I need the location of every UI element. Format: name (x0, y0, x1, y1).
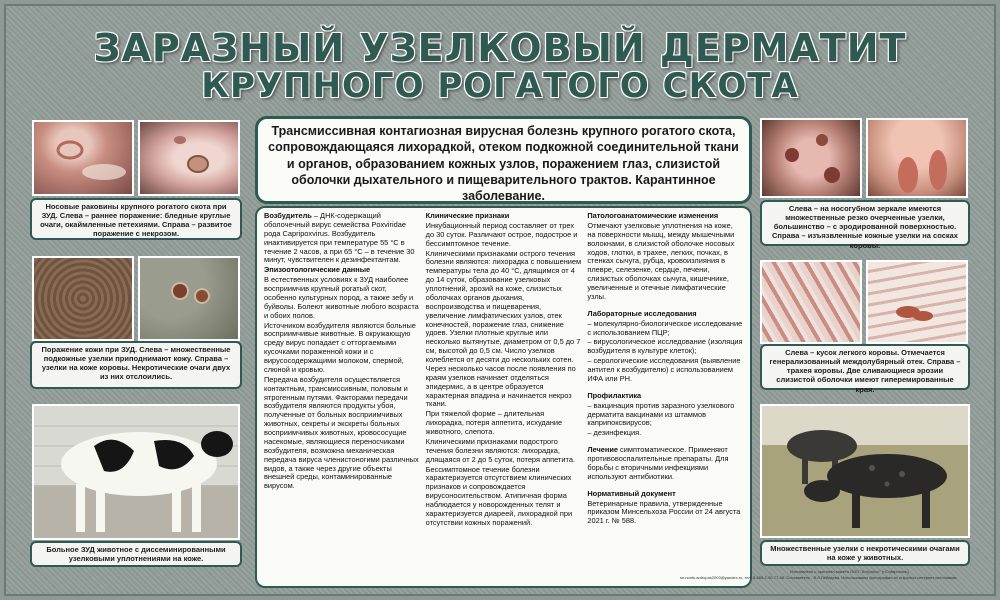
column-clinical (423, 212, 585, 582)
heading-pathology: Патологоанатомические изменения (587, 212, 719, 220)
text-prevention-2: – дезинфекция. (587, 428, 642, 438)
column-pathology (584, 212, 746, 582)
heading-regulation: Нормативный документ (587, 488, 676, 498)
column-pathogen (261, 212, 423, 582)
heading-clinical: Клинические признаки (425, 212, 510, 220)
text-clinical-3: При тяжелой форме – длительная лихорадка, потеря аппетита, исхудание животного, слепота. (425, 409, 563, 436)
footer-right: Изготовлено с оригинал-макета ООО "Антропос" (г.Ставрополь) (790, 569, 909, 574)
text-clinical-4: Клиническими признаками подострого течения болезни являются: лихорадка, длящаяся от 2 до 5 суток, потеря аппетита. (425, 436, 575, 464)
caption-sick-cow: Больное ЗУД животное с диссеминированными узелковыми уплотнениями на коже. (30, 541, 242, 567)
heading-pathogen: Возбудитель (264, 212, 312, 220)
text-clinical-5: Бессимптомное течение болезни характеризуется отсутствием клинических признаков и сопровождается вирусоносительством. Атипичная форма наблюдается у новорожденных телят и характеризуется диареей, лихорадкой при отсутствии кожных поражений. (425, 464, 573, 527)
text-clinical-1: Инкубационный период составляет от трех до 30 суток. Различают острое, подострое и бессимптомное течение. (425, 220, 578, 248)
photo-skin-necrosis (138, 256, 240, 341)
title-line-1: ЗАРАЗНЫЙ УЗЕЛКОВЫЙ ДЕРМАТИТ (93, 26, 907, 70)
photo-cows-field (760, 404, 970, 538)
heading-epizootology: Эпизоотологические данные (264, 265, 371, 275)
photo-sick-cow (32, 404, 240, 540)
text-epizootology-1: В естественных условиях к ЗУД наиболее восприимчив крупный рогатый скот, особенно культурных пород, а также зебу и буйволы. Болеют животные любого возраста и обоих полов. (264, 275, 419, 320)
text-regulation: Ветеринарные правила, утвержденные приказом Минсельхоза России от 24 августа 2021 г. № 588. (587, 498, 741, 526)
text-pathology: Отмечают узелковые уплотнения на коже, на поверхности мышц, между мышечными волокнами, в слизистой оболочке носовых ходов, глотки, в трахее, легких, почках, в стенках сычуга, рубца, кровоизлияния в плевре, селезенке, сердце, печени, слизистых оболочках сычуга, кишечнике, увеличенные и отечные лимфатические узлы. (587, 220, 735, 301)
heading-prevention: Профилактика (587, 390, 642, 400)
heading-lab: Лабораторные исследования (587, 308, 697, 318)
caption-muzzle-teats: Слева – на носогубном зеркале имеются множественные резко очерченные узелки, большинство – с эродированной поверхностью. Справа – изъязвленные кожные узелки на сосках коровы. (760, 200, 970, 246)
title-line-2: КРУПНОГО РОГАТОГО СКОТА (201, 66, 799, 106)
text-lab-2: – вирусологическое исследование (изоляция возбудителя в культуре клеток); (587, 337, 743, 356)
intro-definition: Трансмиссивная контагиозная вирусная болезнь крупного рогатого скота, сопровождающаяся лихорадкой, отеком подкожной соединительной ткани и органов, образованием кожных узлов, поражением глаз, слизистой оболочки дыхательного и пищеварительного трактов. Карантинное заболевание. (255, 116, 752, 204)
caption-skin: Поражение кожи при ЗУД. Слева – множественные подкожные узелки приподнимают кожу. Справа – узелки на коже коровы. Некротические очаги двух из них отслоились. (30, 341, 242, 389)
heading-treatment: Лечение (587, 445, 618, 455)
caption-lung-trachea: Слева – кусок легкого коровы. Отмечается генерализованный междолубярный отек. Справа – трахея коровы. Две сливающиеся эрозии слизистой оболочки имеют гиперемированные края. (760, 344, 970, 390)
caption-nasal: Носовые раковины крупного рогатого скота при ЗУД. Слева – раннее поражение: бледные круглые очаги, окаймленные петехиями. Справа – развитое поражение с некрозом. (30, 198, 242, 240)
photo-skin-nodules (32, 256, 134, 341)
text-prevention-1: – вакцинация против заразного узелкового дерматита вакцинами из штаммов каприпоксвирусов; (587, 400, 735, 428)
footer-left: sn.nonts.antropos2003@yandex.ru, тел. 8-865-2-90-77-08. Составитель : В.Л.Лебедева. Использованы фотографии из открытых интернет-источников. (680, 575, 958, 580)
main-text-panel (255, 206, 752, 588)
photo-teats (866, 118, 968, 198)
text-lab-3: – серологические исследования (выявление антител к возбудителю) с использованием ИФА или РН. (587, 356, 741, 383)
photo-trachea (866, 260, 968, 344)
text-pathogen: – ДНК-содержащий оболочечный вирус семейства Poxviridae рода Capripoxvirus. Возбудитель инактивируется при температуре 55 °С в течение 2 часов, а при 65 °С – в течение 30 минут, чувствителен к дезинфектантам. (264, 212, 415, 265)
photo-muzzle (760, 118, 862, 198)
text-treatment: симптоматическое. Применяют противовоспалительные препараты. Для борьбы с вторичными инфекциями используют антибиотики. (587, 445, 729, 481)
text-epizootology-2: Источником возбудителя являются больные восприимчивые животные. В окружающую среду вирус попадает с отторгаемыми кусочками пораженной кожи и с вирусосодержащими молоком, спермой, слюной и кровью. (264, 320, 416, 374)
photo-lung (760, 260, 862, 344)
photo-nasal-early (32, 120, 134, 196)
text-clinical-2: Клиническими признаками острого течения болезни являются: лихорадка с повышением температуры тела до 40 °С, длящимся от 4 до 14 суток, образование узелковых уплотнений, эрозий на коже, слизистых оболочках органов дыхания, воспроизводства и пищеварения, увеличение лимфатических узлов, отек конечностей, поражение глаз, снижение удоев. Узелки плотные круглые или несколько вытянутые, диаметром от 0,5 до 7 см, высотой до 0,5 см. Число узелков колеблется от десяти до нескольких сотен. Через несколько часов после появления по краям узелков начинает отделяться эпидермис, а в центре образуется характерная впадина и начинается некроз ткани. (425, 248, 582, 409)
text-lab-1: – молекулярно-биологическое исследование с использованием ПЦР; (587, 318, 743, 337)
photo-nasal-necrosis (138, 120, 240, 196)
caption-cows-field: Множественные узелки с некротическими очагами на коже у животных. (760, 540, 970, 566)
text-epizootology-3: Передача возбудителя осуществляется контактным, трансмиссивным, половым и ятрогенным путями. Факторами передачи возбудителя являются продукты убоя, полученные от больных восприимчивых животных, секреты и экскреты больных восприимчивых животных, кровососущие насекомые, являющиеся переносчиками возбудителя, возможна механическая передача вируса членистоногими различных видов, а также через другие объекты внешней среды, контаминированные вирусом. (264, 374, 419, 491)
